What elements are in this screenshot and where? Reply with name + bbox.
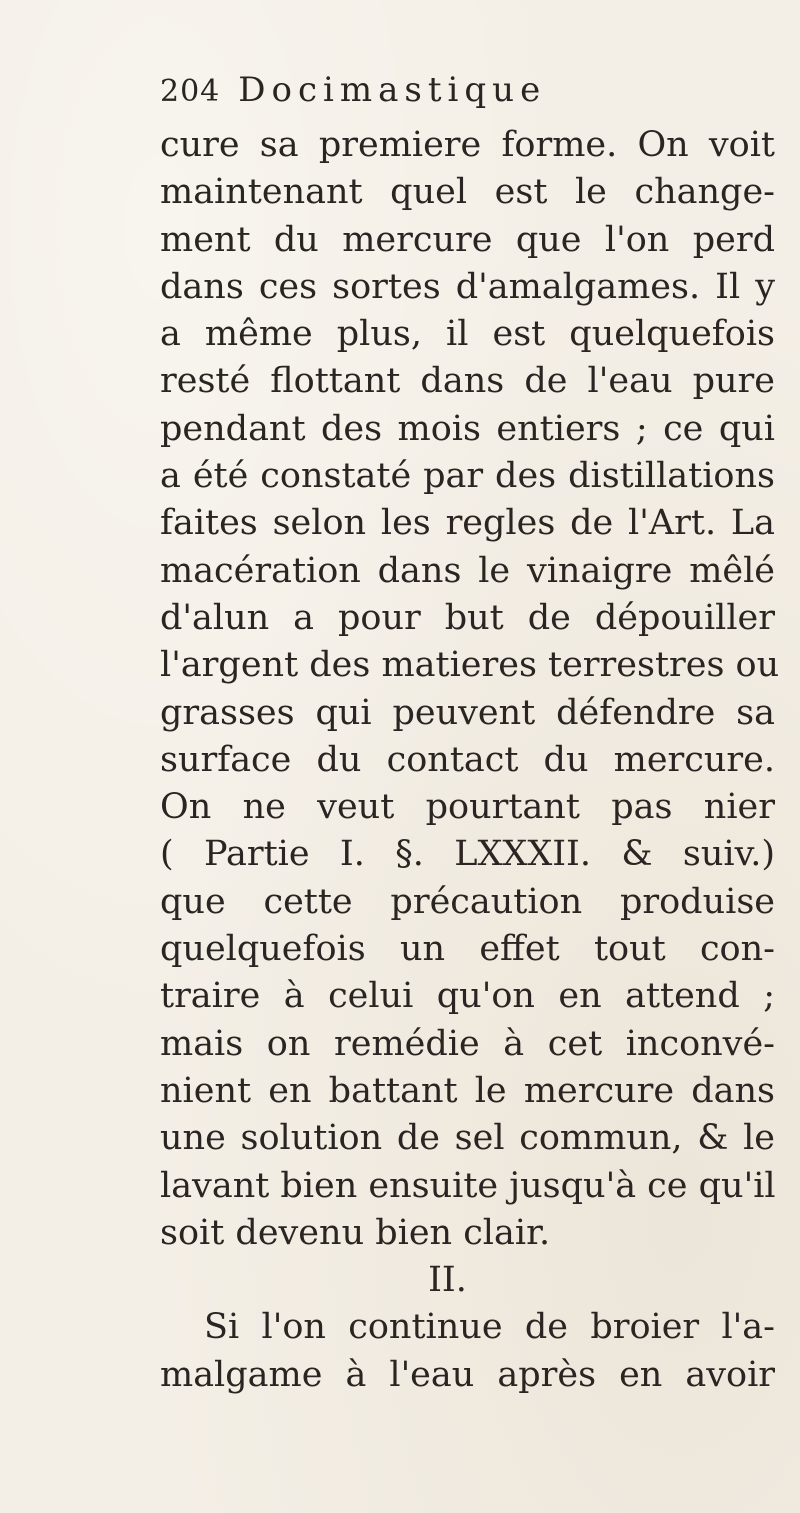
section-heading: II.	[428, 1260, 467, 1301]
text-line: une solution de sel commun, & le	[160, 1118, 775, 1159]
text-line: a même plus, il est quelquefois	[160, 314, 775, 355]
text-line: que cette précaution produise	[160, 881, 775, 922]
text-line: l'argent des matieres terrestres ou	[160, 645, 780, 686]
page-header	[160, 70, 760, 120]
text-line: Si l'on continue de broier l'a-	[204, 1307, 775, 1348]
text-line: grasses qui peuvent défendre sa	[160, 692, 775, 733]
text-line: On ne veut pourtant pas nier	[160, 787, 775, 828]
text-line: quelquefois un effet tout con-	[160, 929, 775, 970]
text-line: maintenant quel est le change-	[160, 172, 775, 213]
text-line: resté flottant dans de l'eau pure	[160, 361, 775, 402]
text-line: surface du contact du mercure.	[160, 739, 775, 780]
text-line: traire à celui qu'on en attend ;	[160, 976, 775, 1017]
text-line: soit devenu bien clair.	[160, 1212, 551, 1253]
text-line: malgame à l'eau après en avoir	[160, 1354, 775, 1395]
running-head: Docimastique	[238, 70, 547, 110]
text-line: ( Partie I. §. LXXXII. & suiv.)	[160, 834, 775, 875]
page-number: 204	[160, 74, 221, 109]
text-line: macération dans le vinaigre mêlé	[160, 550, 775, 591]
text-line: dans ces sortes d'amalgames. Il y	[160, 266, 775, 307]
text-line: faites selon les regles de l'Art. La	[160, 503, 775, 544]
body-text	[160, 122, 780, 1399]
text-line: ment du mercure que l'on perd	[160, 219, 775, 260]
text-line: cure sa premiere forme. On voit	[160, 125, 775, 165]
text-line: mais on remédie à cet inconvé-	[160, 1023, 775, 1064]
text-line: nient en battant le mercure dans	[160, 1070, 775, 1111]
text-line: d'alun a pour but de dépouiller	[160, 597, 775, 638]
text-line: a été constaté par des distillations	[160, 456, 775, 497]
text-line: lavant bien ensuite jusqu'à ce qu'il	[160, 1165, 776, 1206]
text-line: pendant des mois entiers ; ce qui	[160, 408, 775, 449]
